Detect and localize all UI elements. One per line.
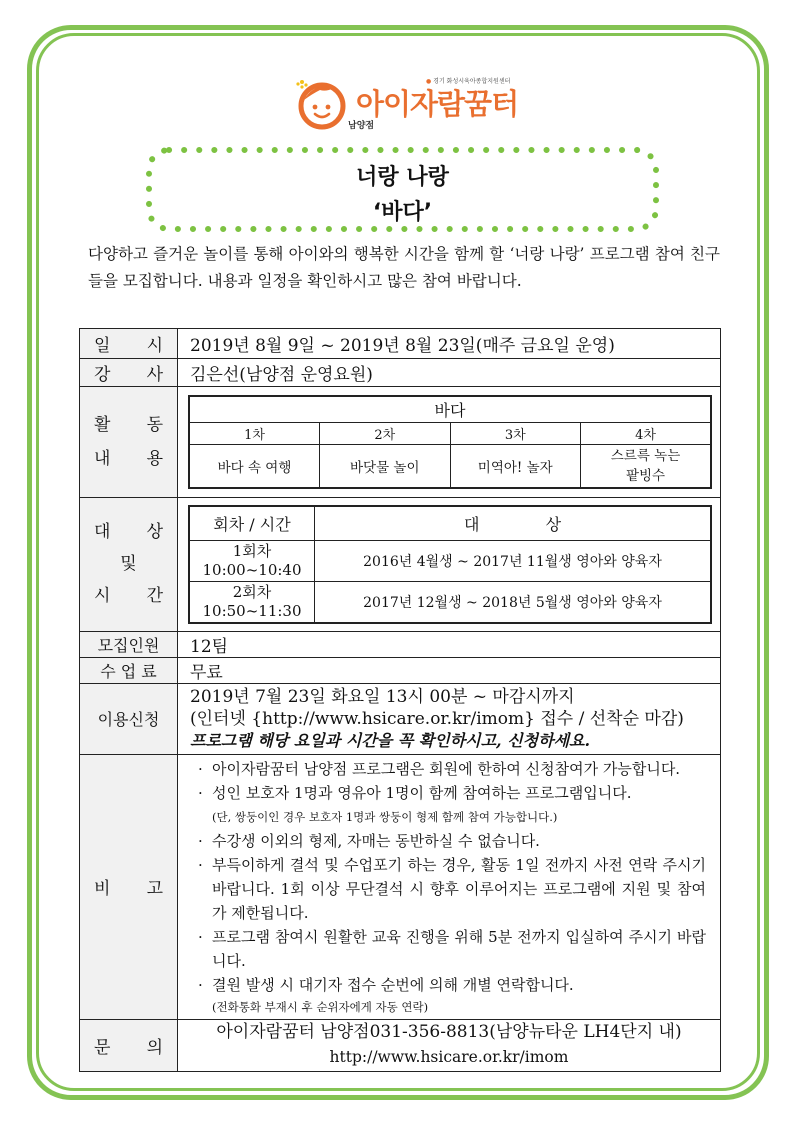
note-text: 부득이하게 결석 및 수업포기 하는 경우, 활동 1일 전까지 사전 연락 주시기 바랍니다. 1회 이상 무단결석 시 향후 이루어지는 프로그램에 지원 및 참여가 제한됩니다. [212, 855, 706, 922]
target-row-2-time: 10:50~11:30 [202, 601, 302, 620]
logo [296, 72, 536, 134]
instructor-label-a: 강 [94, 365, 111, 385]
notes-label-b: 고 [146, 879, 163, 899]
activities-label [80, 387, 178, 498]
instructor-label [80, 359, 178, 387]
activities-row [80, 387, 721, 498]
org-logo-icon: ● [426, 78, 432, 85]
fee-row [80, 657, 721, 683]
instructor-value: 김은선(남양점 운영요원) [178, 359, 721, 387]
target-cell [178, 498, 721, 632]
note-item [198, 757, 706, 781]
note-bullet: · [198, 975, 203, 994]
schedule-value: 2019년 8월 9일 ~ 2019년 8월 23일(매주 금요일 운영) [178, 329, 721, 359]
target-row-2-target: 2017년 12월생 ~ 2018년 5월생 영아와 양육자 [315, 581, 712, 623]
activity-3: 미역아! 놀자 [450, 445, 581, 489]
target-col1-header: 회차 / 시간 [189, 506, 315, 540]
target-col2-header-a: 대 [463, 514, 480, 534]
capacity-label: 모집인원 [80, 631, 178, 657]
note-bullet: · [198, 783, 203, 802]
contact-value [178, 1019, 721, 1071]
apply-line-3: 프로그램 해당 요일과 시간을 꼭 확인하시고, 신청하세요. [190, 730, 591, 750]
activities-label-1a: 활 [94, 415, 111, 435]
contact-label [80, 1019, 178, 1071]
session-4: 4차 [581, 423, 712, 445]
activity-4-line-2: 팥빙수 [625, 468, 666, 484]
note-text: 성인 보호자 1명과 영유아 1명이 함께 참여하는 프로그램입니다. [212, 783, 632, 802]
contact-row [80, 1019, 721, 1071]
target-label-3b: 간 [146, 586, 163, 607]
logo-branch: 남양점 [348, 121, 375, 131]
activities-header: 바다 [189, 396, 711, 423]
activities-label-2b: 용 [146, 449, 163, 469]
note-item [198, 781, 706, 805]
activities-label-1b: 동 [146, 415, 163, 435]
activities-cell [178, 387, 721, 498]
target-row-2-session-label: 2회차 [232, 582, 272, 601]
activity-1: 바다 속 여행 [189, 445, 320, 489]
notes-row [80, 754, 721, 1019]
note-subtext: (전화통화 부재시 후 순위자에게 자동 연락) [212, 999, 429, 1014]
schedule-label-a: 일 [94, 336, 111, 356]
apply-line-1: 2019년 7월 23일 화요일 13시 00분 ~ 마감시까지 [190, 686, 575, 707]
contact-label-a: 문 [94, 1037, 111, 1058]
target-row-1-time: 10:00~10:40 [202, 560, 302, 579]
target-label-3a: 시 [94, 586, 111, 607]
activity-4 [581, 445, 712, 489]
note-text: 아이자람꿈터 남양점 프로그램은 회원에 한하여 신청참여가 가능합니다. [212, 759, 681, 778]
target-row-1-session [189, 540, 315, 581]
schedule-row [80, 329, 721, 359]
target-table [188, 505, 712, 624]
target-row-2-session [189, 581, 315, 623]
note-subtext: (단, 쌍둥이인 경우 보호자 1명과 쌍둥이 형제 함께 참여 가능합니다.) [212, 809, 558, 824]
intro-paragraph: 다양하고 즐거운 놀이를 통해 아이와의 행복한 시간을 함께 할 ‘너랑 나랑’ 프로그램 참여 친구들을 모집합니다. 내용과 일정을 확인하시고 많은 참여 바랍니다. [88, 245, 720, 290]
target-row-1-session-label: 1회차 [232, 541, 272, 560]
activity-4-line-1: 스르륵 녹는 [610, 448, 681, 464]
fee-value: 무료 [178, 657, 721, 683]
note-bullet: · [198, 831, 203, 850]
target-label-1a: 대 [94, 522, 111, 543]
capacity-row [80, 631, 721, 657]
target-row [80, 498, 721, 632]
apply-value [178, 683, 721, 754]
note-bullet: · [198, 855, 203, 874]
title-line-1: 너랑 나랑 [356, 165, 449, 190]
contact-url: http://www.hsicare.or.kr/imom [329, 1048, 569, 1066]
session-1: 1차 [189, 423, 320, 445]
note-bullet: · [198, 927, 203, 946]
capacity-value: 12팀 [178, 631, 721, 657]
note-item [198, 829, 706, 853]
activity-2: 바닷물 놀이 [320, 445, 451, 489]
info-table [79, 328, 721, 1072]
notes-label-a: 비 [94, 879, 111, 899]
notes-cell [178, 754, 721, 1019]
apply-label: 이용신청 [80, 683, 178, 754]
note-bullet: · [198, 759, 203, 778]
target-label-2: 및 [120, 554, 137, 575]
schedule-label [80, 329, 178, 359]
apply-line-2: (인터넷 {http://www.hsicare.or.kr/imom} 접수 / 선착순 마감) [190, 708, 684, 729]
note-text: 결원 발생 시 대기자 접수 순번에 의해 개별 연락합니다. [212, 975, 574, 994]
logo-brand: 아이자람꿈터 [356, 87, 519, 121]
session-3: 3차 [450, 423, 581, 445]
logo-org [426, 76, 510, 85]
note-item [198, 925, 706, 973]
target-col2-header [315, 506, 712, 540]
note-item [198, 853, 706, 925]
target-label-1b: 상 [146, 522, 163, 543]
contact-line-1: 아이자람꿈터 남양점031-356-8813(남양뉴타운 LH4단지 내) [216, 1022, 682, 1042]
schedule-label-b: 시 [146, 336, 163, 356]
contact-label-b: 의 [146, 1037, 163, 1058]
target-col2-header-b: 상 [545, 514, 562, 534]
apply-row [80, 683, 721, 754]
target-row-1-target: 2016년 4월생 ~ 2017년 11월생 영아와 양육자 [315, 540, 712, 581]
activities-label-2a: 내 [94, 449, 111, 469]
target-row-2 [189, 581, 711, 623]
activities-table [188, 395, 712, 489]
instructor-label-b: 사 [146, 365, 163, 385]
note-text: 수강생 이외의 형제, 자매는 동반하실 수 없습니다. [212, 831, 540, 850]
child-face-icon [296, 78, 348, 130]
instructor-row [80, 359, 721, 387]
notes-label [80, 754, 178, 1019]
target-row-1 [189, 540, 711, 581]
fee-label: 수 업 료 [80, 657, 178, 683]
logo-org-name: 경기 화성시육아종합지원센터 [433, 78, 511, 85]
note-text: 프로그램 참여시 원활한 교육 진행을 위해 5분 전까지 입실하여 주시기 바랍니다. [212, 927, 706, 970]
target-label [80, 498, 178, 632]
note-item [198, 973, 706, 997]
session-2: 2차 [320, 423, 451, 445]
title-line-2: ‘바다’ [372, 200, 433, 225]
